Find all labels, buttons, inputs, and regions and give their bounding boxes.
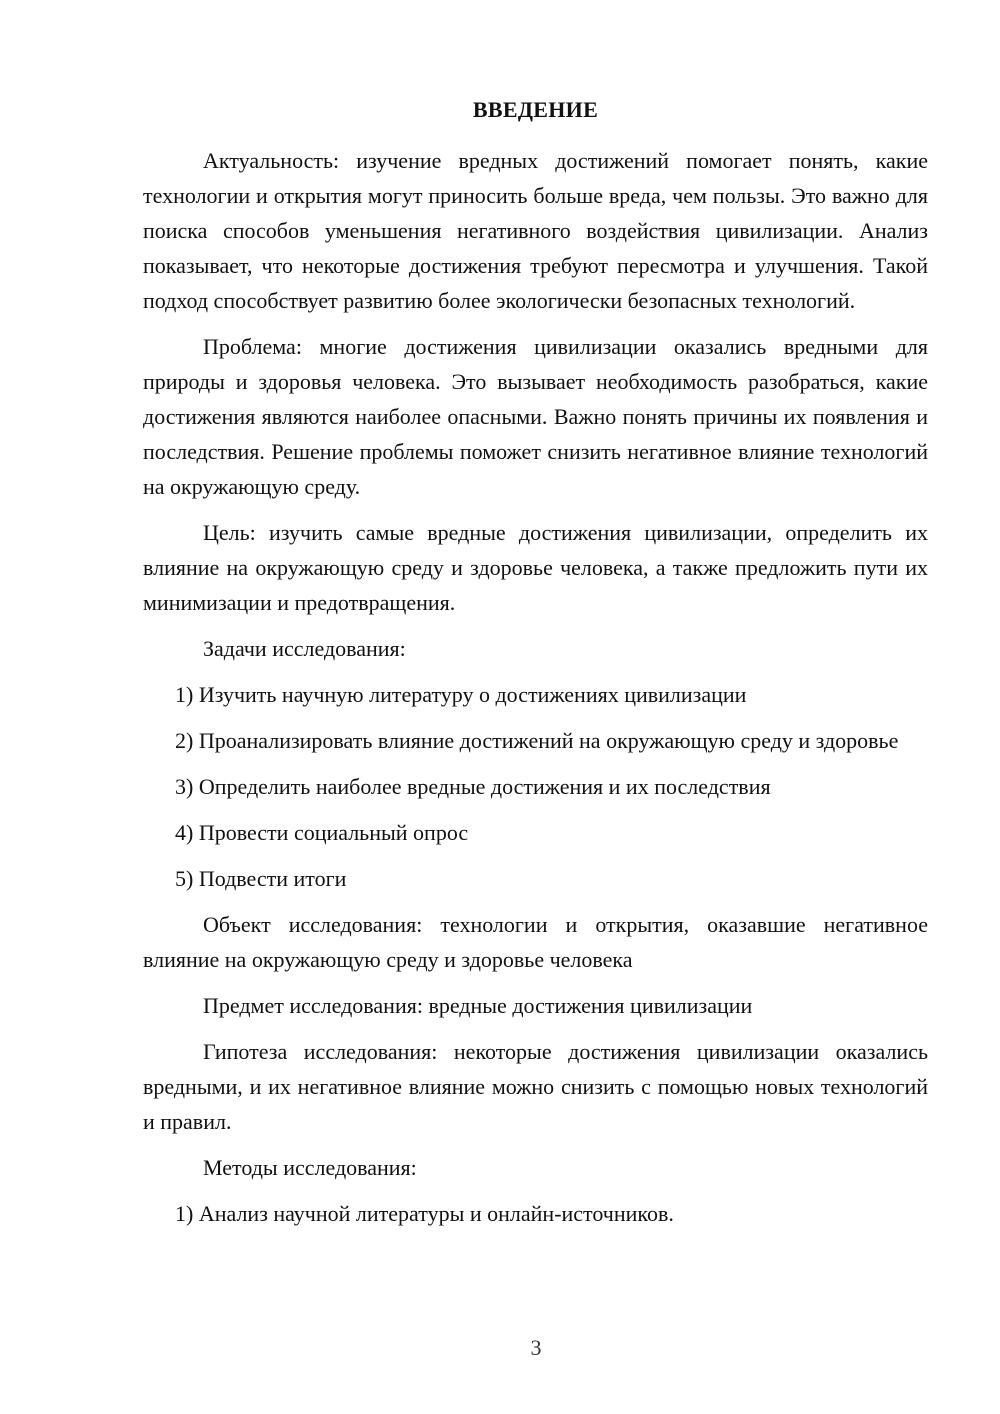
list-item-task-4: 4) Провести социальный опрос — [175, 820, 469, 845]
paragraph-tasks-heading: Задачи исследования: — [203, 636, 406, 661]
page-number: 3 — [530, 1335, 542, 1360]
list-item-task-2: 2) Проанализировать влияние достижений на окружающую среду и здоровье — [175, 728, 899, 753]
paragraph-relevance: Актуальность: изучение вредных достижений помогает понять, какие технологии и открытия могут приносить больше вреда, чем пользы. Это важно для поиска способов уменьшения негативного воздействия цивилизации. Анализ показывает, что некоторые достижения требуют пересмотра и улучшения. Такой подход способствует развитию более экологически безопасных технологий. — [143, 148, 928, 313]
paragraph-problem: Проблема: многие достижения цивилизации оказались вредными для природы и здоровья человека. Это вызывает необходимость разобраться, какие достижения являются наиболее опасными. Важно понять причины их появления и последствия. Решение проблемы поможет снизить негативное влияние технологий на окружающую среду. — [143, 334, 928, 499]
paragraph-hypothesis: Гипотеза исследования: некоторые достижения цивилизации оказались вредными, и их негативное влияние можно снизить с помощью новых технологий и правил. — [143, 1039, 928, 1134]
paragraph-methods-heading: Методы исследования: — [203, 1155, 417, 1180]
list-item-task-5: 5) Подвести итоги — [175, 866, 347, 891]
paragraph-object: Объект исследования: технологии и открытия, оказавшие негативное влияние на окружающую среду и здоровье человека — [143, 912, 928, 972]
document-page — [143, 92, 928, 1242]
paragraph-goal: Цель: изучить самые вредные достижения цивилизации, определить их влияние на окружающую среду и здоровье человека, а также предложить пути их минимизации и предотвращения. — [143, 520, 928, 615]
list-item-task-1: 1) Изучить научную литературу о достижениях цивилизации — [175, 682, 747, 707]
paragraph-subject: Предмет исследования: вредные достижения цивилизации — [203, 993, 753, 1018]
list-item-task-3: 3) Определить наиболее вредные достижения и их последствия — [175, 774, 771, 799]
document-title: ВВЕДЕНИЕ — [472, 97, 599, 122]
list-item-method-1: 1) Анализ научной литературы и онлайн-источников. — [175, 1201, 674, 1226]
